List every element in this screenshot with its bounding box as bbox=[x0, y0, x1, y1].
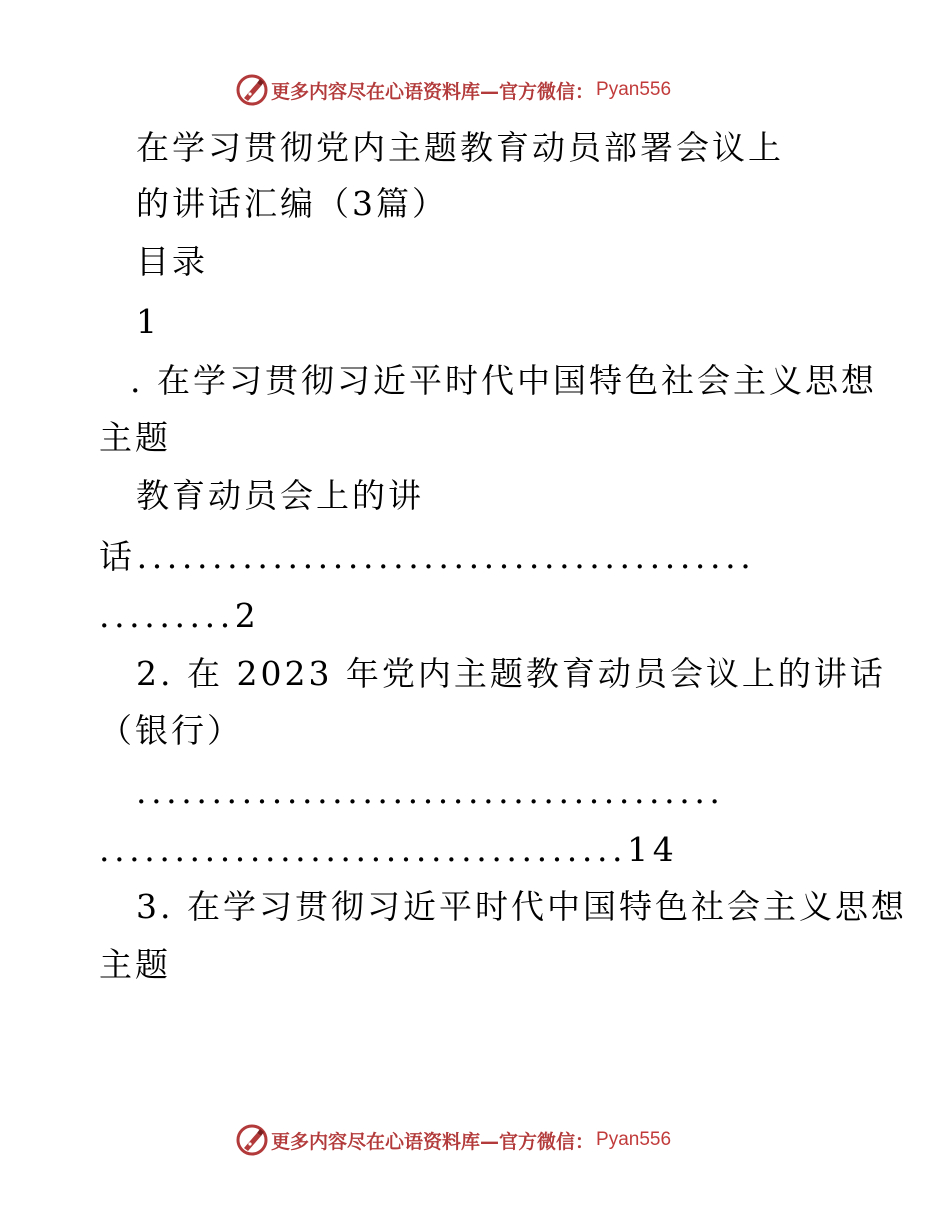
toc-item-2-line-2: （银行） bbox=[99, 711, 243, 750]
toc-item-1-number: 1 bbox=[136, 302, 160, 341]
toc-item-1-line-1: . 在学习贯彻习近平时代中国特色社会主义思想 bbox=[130, 361, 877, 400]
toc-item-1-line-3: 教育动员会上的讲 bbox=[136, 476, 424, 515]
watermark-text: 更多内容尽在心语资料库—官方微信： bbox=[271, 80, 595, 103]
toc-item-2-page: ...................................14 bbox=[99, 830, 679, 869]
document-title-line-2: 的讲话汇编（3篇） bbox=[136, 184, 448, 223]
watermark-banner-top bbox=[235, 72, 715, 108]
watermark-text: 更多内容尽在心语资料库—官方微信： bbox=[271, 1130, 595, 1153]
toc-item-1-line-2: 主题 bbox=[99, 418, 171, 457]
toc-item-1-leader: 话......................................... bbox=[99, 537, 756, 576]
pen-logo-icon bbox=[235, 73, 269, 107]
pen-logo-icon bbox=[235, 1123, 269, 1157]
toc-item-3-line-2: 主题 bbox=[99, 945, 171, 984]
watermark-handle: Pyan556 bbox=[596, 79, 672, 100]
toc-item-2-line-1: 2. 在 2023 年党内主题教育动员会议上的讲话 bbox=[136, 654, 886, 693]
toc-item-3-line-1: 3. 在学习贯彻习近平时代中国特色社会主义思想 bbox=[136, 887, 907, 926]
document-title-line-1: 在学习贯彻党内主题教育动员部署会议上 bbox=[136, 128, 784, 167]
watermark-handle: Pyan556 bbox=[596, 1129, 672, 1150]
toc-item-2-leader: ....................................... bbox=[136, 772, 725, 811]
toc-item-1-page: .........2 bbox=[99, 596, 261, 635]
toc-heading: 目录 bbox=[136, 242, 208, 281]
watermark-banner-bottom bbox=[235, 1122, 715, 1158]
